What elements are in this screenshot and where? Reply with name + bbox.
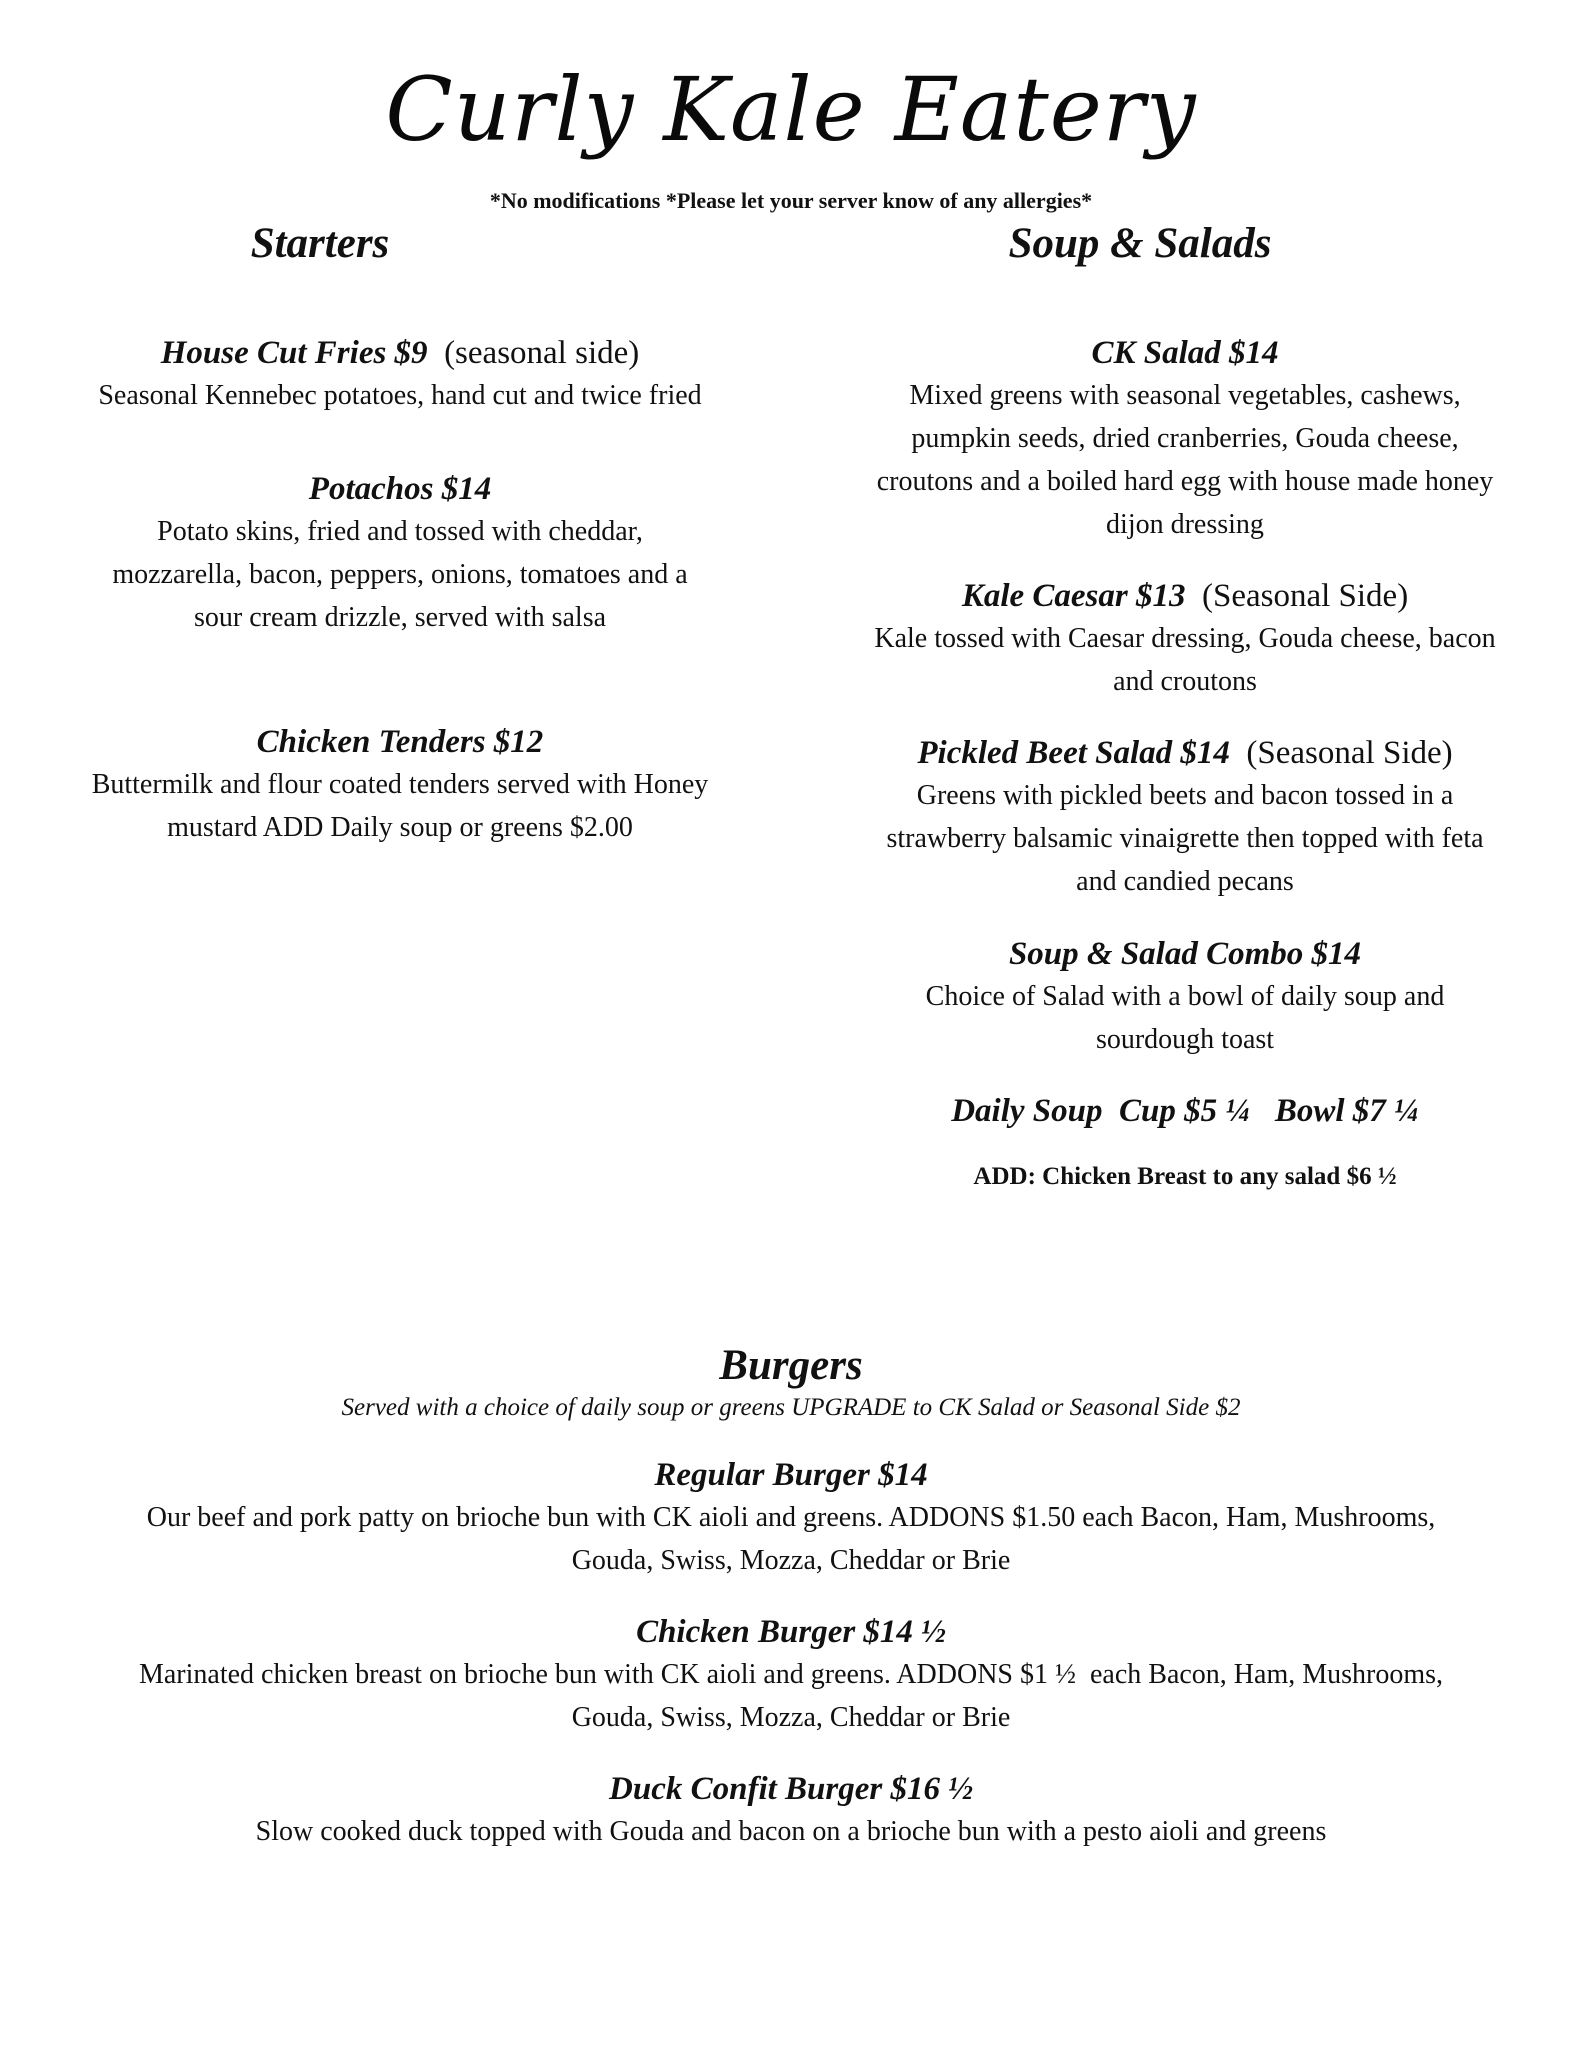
item-description-line: Our beef and pork patty on brioche bun with CK aioli and greens. ADDONS $1.50 each Bacon, Ham, Mushrooms, xyxy=(146,1502,1436,1534)
item-note: (Seasonal Side) xyxy=(1246,735,1453,771)
menu-item-kale-caesar xyxy=(820,576,1550,703)
allergy-notice: *No modifications *Please let your server know of any allergies* xyxy=(489,188,1093,213)
menu-item-chicken-tenders xyxy=(40,722,760,849)
item-name: Duck Confit Burger $16 ½ xyxy=(609,1771,973,1807)
item-description-line: pumpkin seeds, dried cranberries, Gouda cheese, xyxy=(911,423,1459,455)
item-description-line: Greens with pickled beets and bacon tossed in a xyxy=(916,780,1454,812)
menu-item-daily-soup xyxy=(820,1091,1550,1132)
item-description-line: Mixed greens with seasonal vegetables, cashews, xyxy=(909,380,1461,412)
menu-item-duck-confit-burger xyxy=(40,1769,1542,1853)
item-description-line: and candied pecans xyxy=(1076,866,1294,898)
item-description-line: Potato skins, fried and tossed with cheddar, xyxy=(157,516,643,548)
item-description-line: Kale tossed with Caesar dressing, Gouda cheese, bacon xyxy=(874,623,1496,655)
item-name: Daily Soup Cup $5 ¼ Bowl $7 ¼ xyxy=(951,1093,1419,1129)
item-name: Regular Burger $14 xyxy=(654,1457,928,1493)
menu-item-ck-salad xyxy=(820,333,1550,546)
soups-salads-heading: Soup & Salads xyxy=(1008,220,1272,267)
item-description-line: Choice of Salad with a bowl of daily soup and xyxy=(925,981,1445,1013)
item-description: Seasonal Kennebec potatoes, hand cut and twice fried xyxy=(98,380,702,412)
item-description-line: sour cream drizzle, served with salsa xyxy=(193,602,607,634)
restaurant-title: Curly Kale Eatery xyxy=(385,58,1197,161)
item-name: Chicken Tenders $12 xyxy=(256,724,544,760)
item-description-line: Marinated chicken breast on brioche bun with CK aioli and greens. ADDONS $1 ½ each Bacon, Ham, Mushrooms, xyxy=(138,1659,1444,1691)
menu-item-house-cut-fries xyxy=(40,333,760,417)
menu-item-potachos xyxy=(40,469,760,639)
item-note: (Seasonal Side) xyxy=(1201,578,1409,614)
item-name: Chicken Burger $14 ½ xyxy=(636,1614,946,1650)
item-name: CK Salad $14 xyxy=(1091,335,1279,371)
item-description-line: sourdough toast xyxy=(1095,1024,1275,1056)
item-description-line: Gouda, Swiss, Mozza, Cheddar or Brie xyxy=(571,1545,1011,1577)
item-description-line: Gouda, Swiss, Mozza, Cheddar or Brie xyxy=(571,1702,1011,1734)
burgers-heading: Burgers xyxy=(719,1342,863,1389)
salad-addon-note: ADD: Chicken Breast to any salad $6 ½ xyxy=(973,1163,1397,1190)
menu-item-regular-burger xyxy=(40,1455,1542,1582)
item-name: Pickled Beet Salad $14 xyxy=(917,735,1230,771)
item-name: Kale Caesar $13 xyxy=(961,578,1186,614)
item-name: Soup & Salad Combo $14 xyxy=(1008,936,1362,972)
item-note: (seasonal side) xyxy=(444,335,640,371)
starters-heading: Starters xyxy=(250,220,390,267)
item-name: House Cut Fries $9 xyxy=(160,335,428,371)
item-description-line: Slow cooked duck topped with Gouda and bacon on a brioche bun with a pesto aioli and greens xyxy=(255,1816,1327,1848)
item-name: Potachos $14 xyxy=(308,471,492,507)
menu-item-chicken-burger xyxy=(40,1612,1542,1739)
item-description-line: and croutons xyxy=(1113,666,1257,698)
item-description-line: mozzarella, bacon, peppers, onions, tomatoes and a xyxy=(112,559,688,591)
menu-item-soup-salad-combo xyxy=(820,934,1550,1061)
menu-item-pickled-beet-salad xyxy=(820,733,1550,903)
item-description-line: dijon dressing xyxy=(1106,509,1264,541)
item-description-line: strawberry balsamic vinaigrette then topped with feta xyxy=(886,823,1484,855)
item-description-line: croutons and a boiled hard egg with house made honey xyxy=(876,466,1494,498)
burgers-subheading: Served with a choice of daily soup or greens UPGRADE to CK Salad or Seasonal Side $2 xyxy=(341,1394,1241,1421)
item-description-line: Buttermilk and flour coated tenders served with Honey xyxy=(91,769,709,801)
item-description-line: mustard ADD Daily soup or greens $2.00 xyxy=(167,812,633,844)
